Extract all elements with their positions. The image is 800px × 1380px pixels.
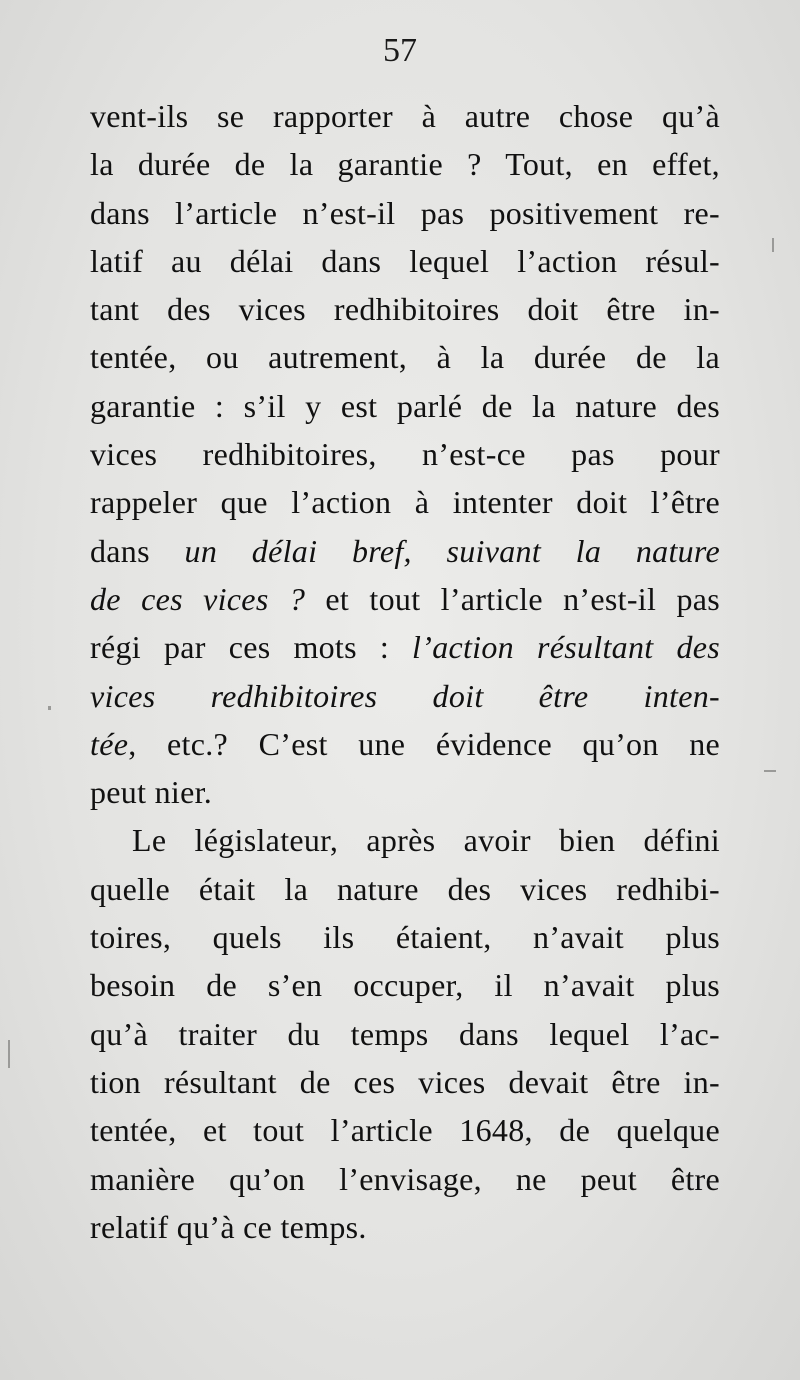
text-line [90,1106,720,1154]
text-run: garantie : s’il y est parlé de la nature des [90,387,720,424]
text-line [90,865,720,913]
body-text [90,92,720,1251]
text-line [90,961,720,1009]
text-run: régi par ces mots : [90,629,413,666]
text-run: quelle était la nature des vices redhibi- [90,870,720,907]
text-run: qu’à traiter du temps dans lequel l’ac- [90,1015,720,1052]
text-line [90,672,720,720]
text-line [90,237,720,285]
text-line [90,623,720,671]
text-line [90,140,720,188]
text-line [90,1058,720,1106]
text-run: dans [90,532,185,569]
italic-text: tée [90,725,129,762]
text-run: tant des vices redhibitoires doit être in- [90,291,720,328]
italic-text: vices redhibitoires doit être inten- [90,677,720,714]
text-run: Le législateur, après avoir bien défini [132,822,720,859]
margin-mark [48,706,51,710]
margin-mark [772,238,774,252]
text-run: peut nier. [90,774,213,811]
text-line [90,527,720,575]
text-run: la durée de la garantie ? Tout, en effet, [90,146,720,183]
text-line [90,189,720,237]
text-line [90,816,720,864]
italic-text: l’action résultant des [412,629,720,666]
italic-text: un délai bref, suivant la nature [184,532,720,569]
text-run: latif au délai dans lequel l’action résul- [90,242,720,279]
page-number: 57 [383,32,417,69]
text-line [90,285,720,333]
italic-text: de ces vices ? [90,580,306,617]
text-run: tion résultant de ces vices devait être in- [90,1063,720,1100]
text-run: vices redhibitoires, n’est-ce pas pour [90,436,720,473]
paragraph [90,92,720,816]
text-run: relatif qu’à ce temps. [90,1208,367,1245]
text-line [90,1203,720,1251]
text-line [90,430,720,478]
text-line [90,382,720,430]
text-line [90,92,720,140]
text-run: et tout l’article n’est-il pas [305,580,720,617]
text-line [90,720,720,768]
text-run: besoin de s’en occuper, il n’avait plus [90,967,720,1004]
text-run: toires, quels ils étaient, n’avait plus [90,919,720,956]
paragraph [90,816,720,1251]
margin-mark [764,770,776,772]
text-run: rappeler que l’action à intenter doit l’être [90,484,720,521]
text-run: tentée, et tout l’article 1648, de quelque [90,1112,720,1149]
text-run: tentée, ou autrement, à la durée de la [90,339,720,376]
text-run: manière qu’on l’envisage, ne peut être [90,1160,720,1197]
text-line [90,478,720,526]
text-line [90,333,720,381]
text-run: , etc.? C’est une évidence qu’on ne [128,725,720,762]
text-line [90,1155,720,1203]
text-line [90,768,720,816]
text-line [90,1010,720,1058]
text-run: dans l’article n’est-il pas positivement re- [90,194,720,231]
text-line [90,913,720,961]
margin-mark [8,1040,10,1068]
text-line [90,575,720,623]
text-run: vent-ils se rapporter à autre chose qu’à [90,98,720,134]
